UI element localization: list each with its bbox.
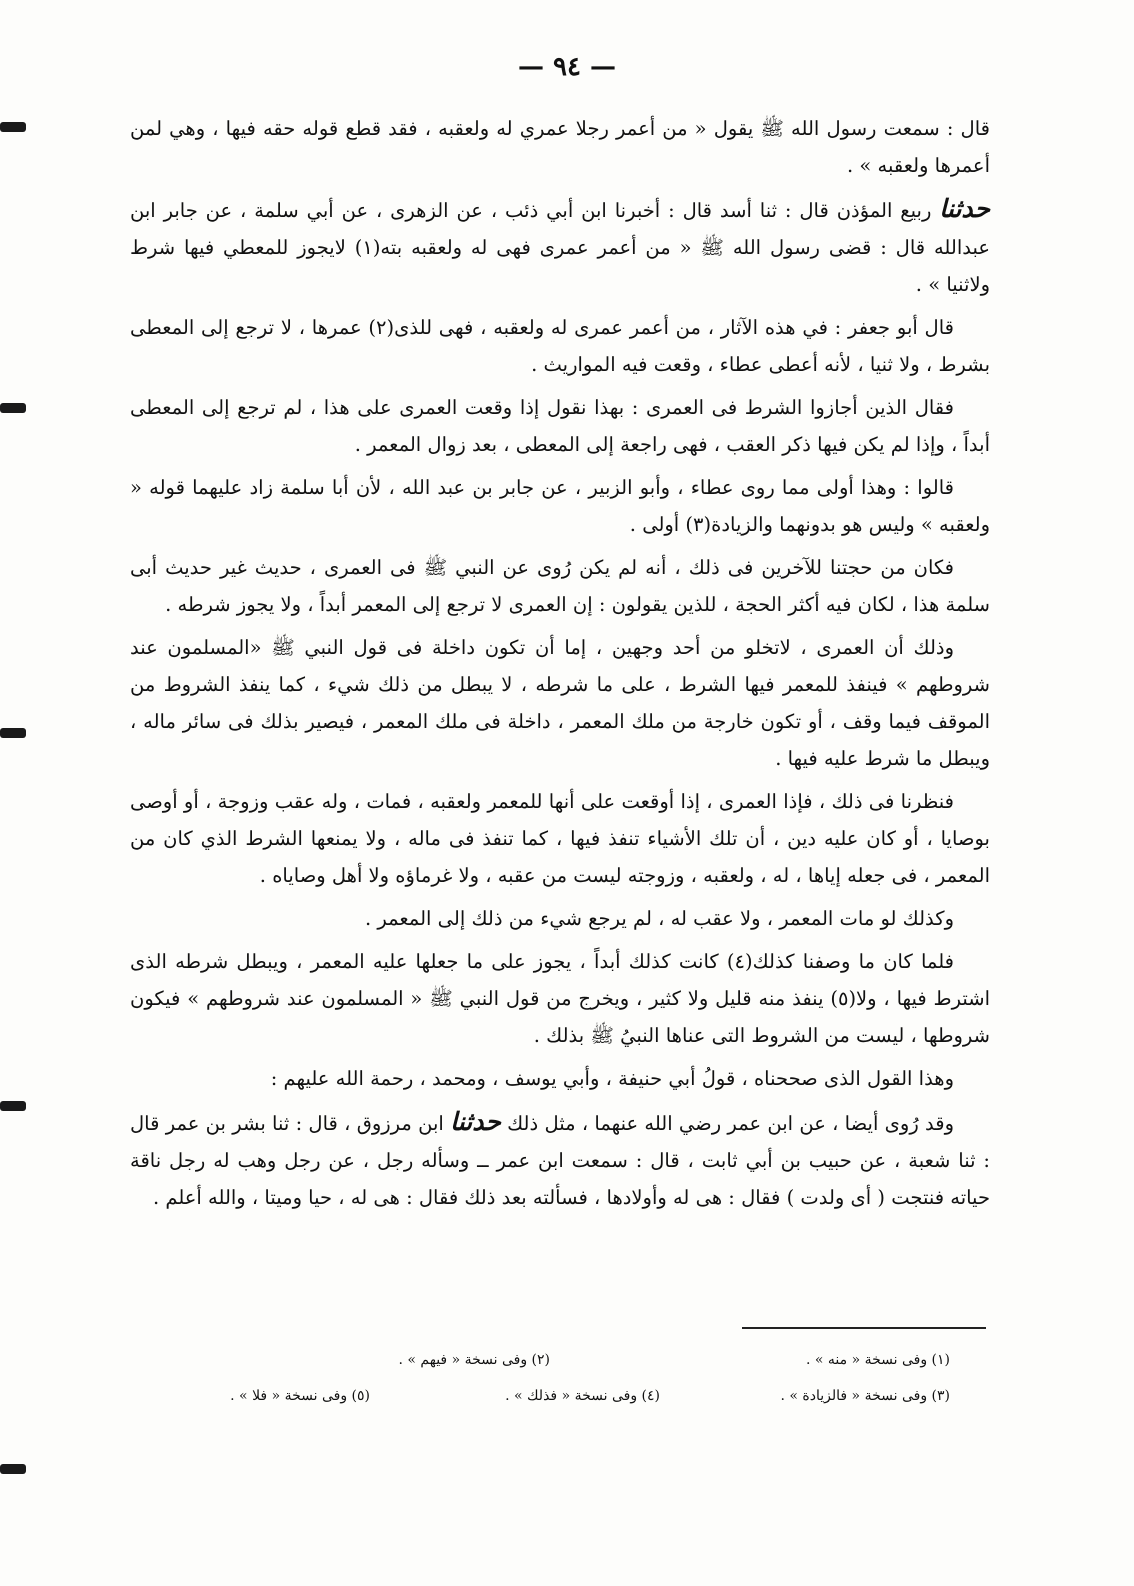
binding-mark	[0, 403, 26, 413]
paragraph-4	[130, 389, 990, 463]
paragraph-8	[130, 783, 990, 894]
binding-mark	[0, 122, 26, 132]
paragraph-9	[130, 900, 990, 937]
paragraph-text: قالوا : وهذا أولى مما روى عطاء ، وأبو الزبير ، عن جابر بن عبد الله ، لأن أبا سلمة زاد عليهما قوله « ولعقبه » وليس هو بدونهما والزيادة(٣) أولى .	[130, 476, 990, 536]
paragraph-text: فكان من حجتنا للآخرين فى ذلك ، أنه لم يكن رُوى عن النبي ﷺ فى العمرى ، حديث غير حديث أبى سلمة هذا ، لكان فيه أكثر الحجة ، للذين يقولون : إن العمرى لا ترجع إلى المعمر أبداً ، ولا يجوز شرطه .	[130, 556, 990, 616]
paragraph-11	[130, 1060, 990, 1097]
paragraph-text: ربيع المؤذن قال : ثنا أسد قال : أخبرنا ابن أبي ذئب ، عن الزهرى ، عن أبي سلمة ، عن جابر ابن عبدالله قال : قضى رسول الله ﷺ « من أعمر عمرى فهى له ولعقبه بته(١) لايجوز للمعطي فيها شرط ولاثنيا » .	[130, 199, 990, 296]
paragraph-10	[130, 943, 990, 1054]
main-text	[130, 110, 990, 1222]
hadathana-lead: حدثنا	[450, 1107, 501, 1136]
paragraph-text: فقال الذين أجازوا الشرط فى العمرى : بهذا نقول إذا وقعت العمرى على هذا ، لم ترجع إلى المعطى أبداً ، وإذا لم يكن فيها ذكر العقب ، فهى راجعة إلى المعطى ، بعد زوال المعمر .	[130, 396, 990, 456]
paragraph-text: وقد رُوى أيضا ، عن ابن عمر رضي الله عنهما ، مثل ذلك	[500, 1112, 954, 1135]
paragraph-text: وهذا القول الذى صححناه ، قولُ أبي حنيفة ، وأبي يوسف ، ومحمد ، رحمة الله عليهم :	[270, 1067, 954, 1090]
footnote-5: (٥) وفى نسخة « فلا » .	[230, 1388, 370, 1404]
binding-mark	[0, 1464, 26, 1474]
paragraph-1	[130, 110, 990, 184]
footnote-1: (١) وفى نسخة « منه » .	[805, 1352, 950, 1368]
paragraph-text: وكذلك لو مات المعمر ، ولا عقب له ، لم يرجع شيء من ذلك إلى المعمر .	[364, 907, 954, 930]
footnote-4: (٤) وفى نسخة « فذلك » .	[505, 1388, 660, 1404]
paragraph-text: فلما كان ما وصفنا كذلك(٤) كانت كذلك أبداً ، يجوز على ما جعلها عليه المعمر ، ويبطل شرطه الذى اشترط فيها ، ولا(٥) ينفذ منه قليل ولا كثير ، ويخرج من قول النبي ﷺ « المسلمون عند شروطهم » فيكون شروطها ، ليست من الشروط التى عناها النبيُ ﷺ بذلك .	[130, 950, 990, 1047]
paragraph-text: فنظرنا فى ذلك ، فإذا العمرى ، إذا أوقعت على أنها للمعمر ولعقبه ، فمات ، وله عقب وزوجة ، أو أوصى بوصايا ، أو كان عليه دين ، أن تلك الأشياء تنفذ فيها ، كما تنفذ فى ماله ، ولا يمنعها الشرط الذي كان من المعمر ، فى جعله إياها ، له ، ولعقبه ، وزوجته ليست من عقبه ، ولا غرماؤه ولا أهل وصاياه .	[130, 790, 990, 887]
paragraph-5	[130, 469, 990, 543]
paragraph-3	[130, 309, 990, 383]
paragraph-text: وذلك أن العمرى ، لاتخلو من أحد وجهين ، إما أن تكون داخلة فى قول النبي ﷺ «المسلمون عند شروطهم » فينفذ للمعمر فيها الشرط ، على ما شرطه ، لا يبطل من ذلك شيء ، كما ينفذ الشروط من الموقف فيما وقف ، أو تكون خارجة من ملك المعمر ، داخلة فى ملك المعمر ، فيصير بذلك فى سائر ماله ، ويبطل ما شرط عليه فيها .	[130, 636, 990, 770]
footnote-2: (٢) وفى نسخة « فيهم » .	[398, 1352, 550, 1368]
paragraph-text: قال أبو جعفر : في هذه الآثار ، من أعمر عمرى له ولعقبه ، فهى للذى(٢) عمرها ، لا ترجع إلى المعطى بشرط ، ولا ثنيا ، لأنه أعطى عطاء ، وقعت فيه المواريث .	[130, 316, 990, 376]
hadathana-lead: حدثنا	[939, 194, 990, 223]
footnotes	[130, 1346, 950, 1426]
binding-mark	[0, 728, 26, 738]
footnote-3: (٣) وفى نسخة « فالزيادة » .	[780, 1388, 950, 1404]
footnote-divider	[742, 1327, 986, 1329]
paragraph-2	[130, 190, 990, 303]
page-number: — ٩٤ —	[517, 52, 617, 82]
paragraph-12	[130, 1103, 990, 1216]
paragraph-6	[130, 549, 990, 623]
paragraph-7	[130, 629, 990, 777]
paragraph-text: قال : سمعت رسول الله ﷺ يقول « من أعمر رجلا عمري له ولعقبه ، فقد قطع قوله حقه فيها ، وهي لمن أعمرها ولعقبه » .	[130, 117, 990, 177]
binding-mark	[0, 1101, 26, 1111]
paragraph-text: ابن مرزوق ، قال : ثنا بشر بن عمر قال : ثنا شعبة ، عن حبيب بن أبي ثابت ، قال : سمعت ابن عمر ــ وسأله رجل ، عن رجل وهب له رجل ناقة حياته فنتجت ( أى ولدت ) فقال : هى له وأولادها ، فسألته بعد ذلك فقال : هى له ، حيا وميتا ، والله أعلم .	[130, 1112, 990, 1209]
